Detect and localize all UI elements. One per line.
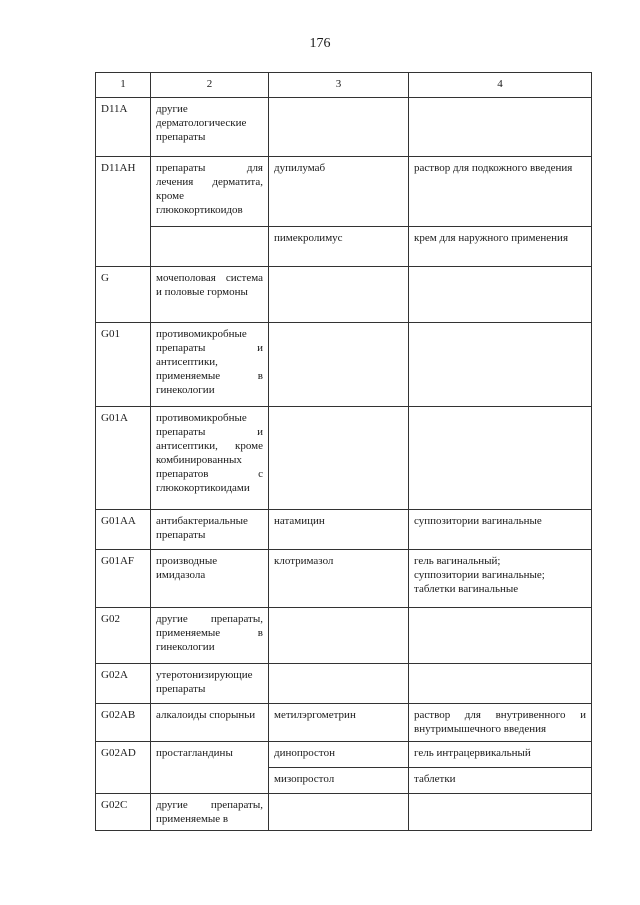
- pharmacological-group: противомикробные препараты и антисептики, применяемые в гинекологии: [151, 323, 269, 407]
- dosage-form: [409, 323, 592, 407]
- table-row: [96, 510, 592, 550]
- atc-code: D11A: [96, 98, 151, 157]
- table-row: [96, 323, 592, 407]
- pharmacological-group: другие дерматологические препараты: [151, 98, 269, 157]
- pharmacological-group: противомикробные препараты и антисептики, кроме комбинированных препаратов с глюкокортикоидами: [151, 407, 269, 510]
- atc-code: G01: [96, 323, 151, 407]
- drug-name: пимекролимус: [269, 227, 409, 267]
- atc-code: G02C: [96, 794, 151, 831]
- table-row: [96, 664, 592, 704]
- dosage-form: раствор для подкожного введения: [409, 157, 592, 227]
- table-row: [96, 227, 592, 267]
- pharmacological-group: [151, 227, 269, 267]
- drug-name: клотримазол: [269, 550, 409, 608]
- drug-name: [269, 608, 409, 664]
- table-row: [96, 550, 592, 608]
- atc-code: G: [96, 267, 151, 323]
- pharmacological-group: утеротонизирующие препараты: [151, 664, 269, 704]
- pharmacological-group: мочеполовая система и половые гормоны: [151, 267, 269, 323]
- dosage-form: [409, 267, 592, 323]
- drug-classification-table: [95, 72, 592, 831]
- drug-name: метилэргометрин: [269, 704, 409, 742]
- dosage-form: гель интрацервикальный: [409, 742, 592, 768]
- pharmacological-group: другие препараты, применяемые в гинекологии: [151, 608, 269, 664]
- table-row: [96, 407, 592, 510]
- drug-name: [269, 407, 409, 510]
- table-row: [96, 742, 592, 768]
- atc-code: D11AH: [96, 157, 151, 267]
- pharmacological-group: производные имидазола: [151, 550, 269, 608]
- drug-name: [269, 794, 409, 831]
- table-row: [96, 608, 592, 664]
- table-row: [96, 704, 592, 742]
- table-row: [96, 98, 592, 157]
- atc-code: G02AD: [96, 742, 151, 794]
- pharmacological-group: препараты для лечения дерматита, кроме глюкокортикоидов: [151, 157, 269, 227]
- dosage-form: [409, 664, 592, 704]
- page-number: 176: [309, 36, 331, 51]
- drug-name: [269, 323, 409, 407]
- table-row: [96, 267, 592, 323]
- drug-name: [269, 664, 409, 704]
- table-row: [96, 794, 592, 831]
- header-row: [96, 73, 592, 98]
- drug-name: натамицин: [269, 510, 409, 550]
- pharmacological-group: алкалоиды спорыньи: [151, 704, 269, 742]
- dosage-form: крем для наружного применения: [409, 227, 592, 267]
- drug-name: динопростон: [269, 742, 409, 768]
- header-col-3: 3: [269, 73, 409, 98]
- header-col-1: 1: [96, 73, 151, 98]
- dosage-form: таблетки: [409, 768, 592, 794]
- atc-code: G01AF: [96, 550, 151, 608]
- dosage-form: [409, 98, 592, 157]
- pharmacological-group: другие препараты, применяемые в: [151, 794, 269, 831]
- dosage-form: [409, 407, 592, 510]
- atc-code: G02: [96, 608, 151, 664]
- header-col-4: 4: [409, 73, 592, 98]
- drug-name: дупилумаб: [269, 157, 409, 227]
- dosage-form: суппозитории вагинальные: [409, 510, 592, 550]
- drug-name: [269, 98, 409, 157]
- atc-code: G01AA: [96, 510, 151, 550]
- pharmacological-group: антибактериальные препараты: [151, 510, 269, 550]
- atc-code: G01A: [96, 407, 151, 510]
- header-col-2: 2: [151, 73, 269, 98]
- table-row: [96, 157, 592, 227]
- atc-code: G02A: [96, 664, 151, 704]
- pharmacological-group: простагландины: [151, 742, 269, 794]
- dosage-form: [409, 794, 592, 831]
- drug-name: мизопростол: [269, 768, 409, 794]
- dosage-form: гель вагинальный; суппозитории вагинальные; таблетки вагинальные: [409, 550, 592, 608]
- atc-code: G02AB: [96, 704, 151, 742]
- dosage-form: раствор для внутривенного и внутримышечного введения: [409, 704, 592, 742]
- dosage-form: [409, 608, 592, 664]
- drug-name: [269, 267, 409, 323]
